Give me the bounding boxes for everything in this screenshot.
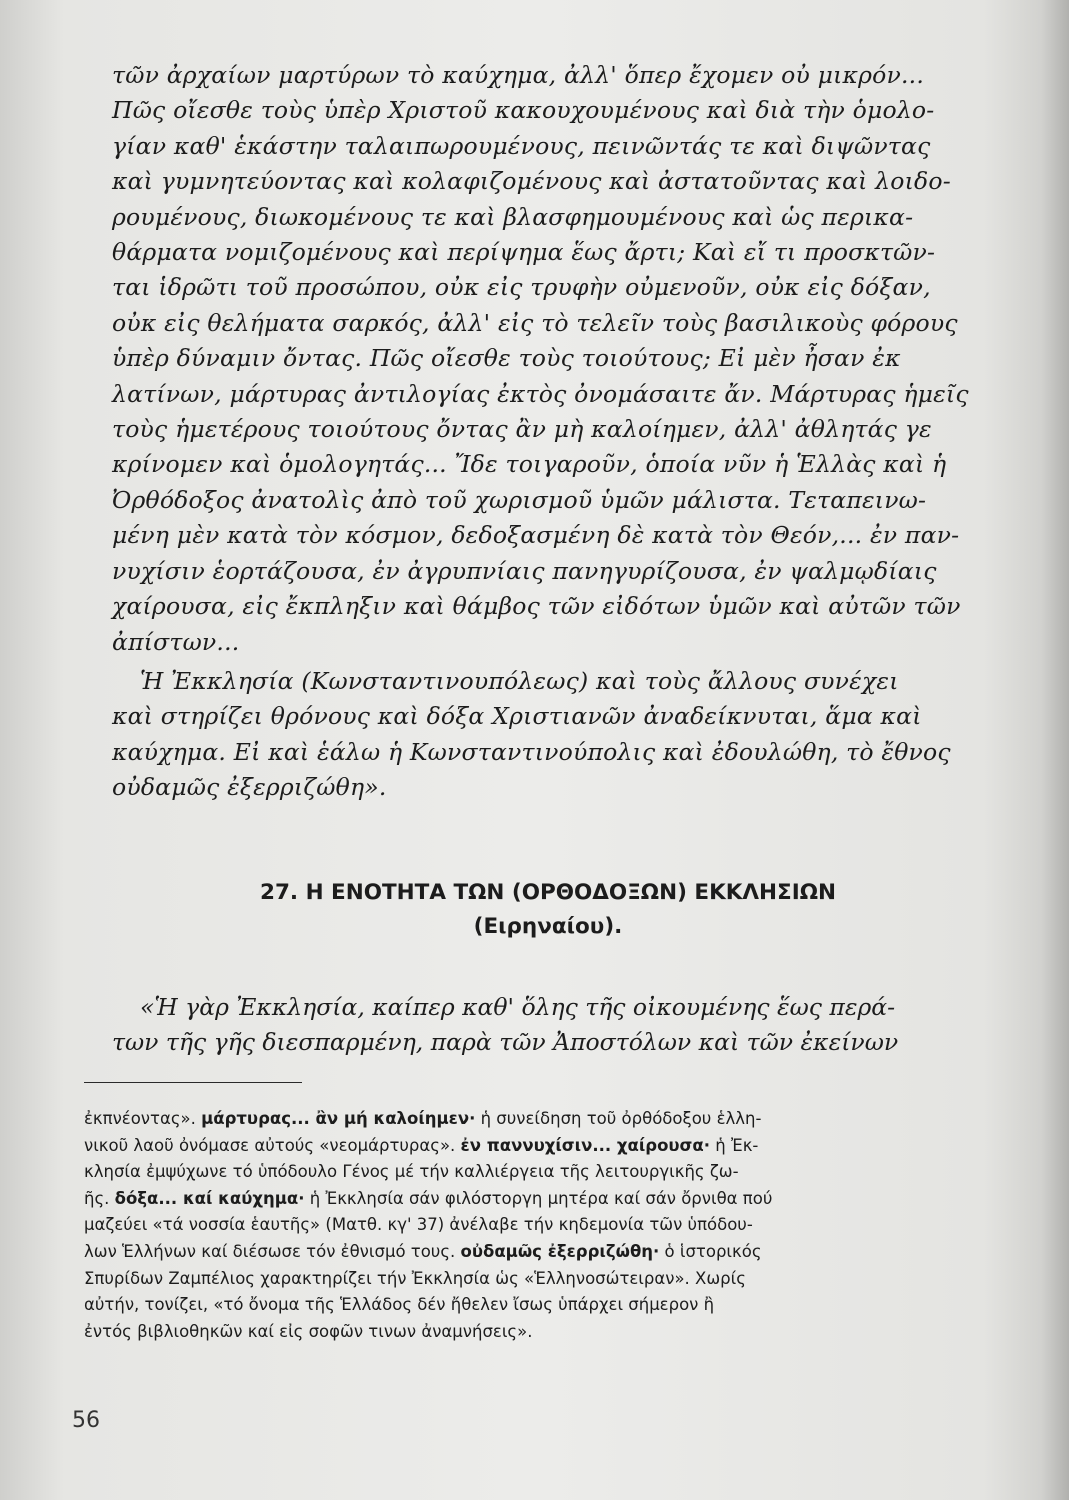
text-line: λατίνων, μάρτυρας ἀντιλογίας ἐκτὸς ὀνομάσαιτε ἄν. Μάρτυρας ἡμεῖς (112, 379, 969, 408)
text-line: Πῶς οἴεσθε τοὺς ὑπὲρ Χριστοῦ κακουχουμένους καὶ διὰ τὴν ὁμολο- (112, 96, 935, 125)
footnote-line: κλησία ἐμψύχωνε τό ὑπόδουλο Γένος μέ τήν καλλιέργεια τῆς λειτουργικῆς ζω- (84, 1162, 739, 1182)
text-line: χαίρουσα, εἰς ἔκπληξιν καὶ θάμβος τῶν εἰδότων ὑμῶν καὶ αὐτῶν τῶν (112, 592, 961, 621)
text-line: τοὺς ἡμετέρους τοιούτους ὄντας ἂν μὴ καλοίημεν, ἀλλ' ἀθλητάς γε (112, 415, 932, 444)
page-number: 56 (72, 1408, 100, 1433)
footnote-lemma: οὐδαμῶς ἐξερριζώθη· (460, 1241, 660, 1261)
footnote-text: ἡ συνείδηση τοῦ ὀρθόδοξου ἑλλη- (475, 1109, 762, 1128)
section-heading (112, 876, 984, 944)
footnote-line (84, 1106, 984, 1133)
footnote-lemma: δόξα... καί καύχημα· (114, 1188, 305, 1208)
footnote-text: νικοῦ λαοῦ ὀνόμασε αὐτούς «νεομάρτυρας». (84, 1135, 461, 1155)
main-text-block (112, 58, 984, 806)
footnote-lemma: μάρτυρας... ἂν μή καλοίημεν· (201, 1109, 476, 1128)
text-line: καύχημα. Εἰ καὶ ἑάλω ἡ Κωνσταντινούπολις καὶ ἐδουλώθη, τὸ ἔθνος (112, 737, 951, 766)
text-line: κρίνομεν καὶ ὁμολογητάς... Ἴδε τοιγαροῦν, ὁποία νῦν ἡ Ἑλλὰς καὶ ἡ (112, 450, 947, 479)
text-line: ὑπὲρ δύναμιν ὄντας. Πῶς οἴεσθε τοὺς τοιούτους; Εἰ μὲν ἦσαν ἐκ (112, 344, 901, 373)
footnote-text: ἐκπνέοντας». (84, 1109, 202, 1128)
footnote-line: Σπυρίδων Ζαμπέλιος χαρακτηρίζει τήν Ἐκκλησία ὡς «Ἑλληνοσώτειραν». Χωρίς (84, 1268, 746, 1288)
text-line: θάρματα νομιζομένους καὶ περίψημα ἕως ἄρτι; Καὶ εἴ τι προσκτῶν- (112, 238, 936, 267)
footnote-line (84, 1133, 984, 1160)
text-line: Ἡ Ἐκκλησία (Κωνσταντινουπόλεως) καὶ τοὺς ἄλλους συνέχει (140, 666, 899, 695)
section-subtitle: (Ειρηναίου). (473, 914, 623, 939)
footnote-block (84, 1106, 984, 1345)
footnote-text: ἡ Ἐκ- (710, 1135, 759, 1155)
text-line: των τῆς γῆς διεσπαρμένη, παρὰ τῶν Ἀποστόλων καὶ τῶν ἐκείνων (112, 1028, 899, 1057)
text-line: ρουμένους, διωκομένους τε καὶ βλασφημουμένους καὶ ὡς περικα- (112, 202, 914, 231)
text-line: Ὀρθόδοξος ἀνατολὶς ἀπὸ τοῦ χωρισμοῦ ὑμῶν μάλιστα. Τεταπεινω- (112, 485, 927, 514)
footnote-line (84, 1186, 984, 1213)
footnote-line (84, 1239, 984, 1266)
quote-text-block (112, 990, 984, 1061)
text-line: γίαν καθ' ἑκάστην ταλαιπωρουμένους, πεινῶντάς τε καὶ διψῶντας (112, 131, 931, 160)
footnote-line: ἐντός βιβλιοθηκῶν καί εἰς σοφῶν τινων ἀναμνήσεις». (84, 1321, 533, 1341)
footnote-line: μαζεύει «τά νοσσία ἑαυτῆς» (Ματθ. κγ' 37) ἀνέλαβε τήν κηδεμονία τῶν ὑπόδου- (84, 1215, 753, 1235)
footnote-text: ὁ ἱστορικός (659, 1241, 762, 1261)
text-line: καὶ στηρίζει θρόνους καὶ δόξα Χριστιανῶν ἀναδείκνυται, ἅμα καὶ (112, 702, 922, 731)
page-edge-shadow (1041, 0, 1069, 1500)
text-line: τῶν ἀρχαίων μαρτύρων τὸ καύχημα, ἀλλ' ὅπερ ἔχομεν οὐ μικρόν... (112, 61, 924, 89)
footnote-text: ἡ Ἐκκλησία σάν φιλόστοργη μητέρα καί σάν ὄρνιθα πού (304, 1188, 773, 1208)
text-line: ἀπίστων... (112, 627, 240, 656)
section-title: 27. Η ΕΝΟΤΗΤΑ ΤΩΝ (ΟΡΘΟΔΟΞΩΝ) ΕΚΚΛΗΣΙΩΝ (260, 880, 836, 905)
text-line: ται ἱδρῶτι τοῦ προσώπου, οὐκ εἰς τρυφὴν οὐμενοῦν, οὐκ εἰς δόξαν, (112, 273, 931, 302)
text-line: «Ἡ γὰρ Ἐκκλησία, καίπερ καθ' ὅλης τῆς οἰκουμένης ἕως περά- (140, 993, 896, 1021)
footnote-lemma: ἐν παννυχίσιν... χαίρουσα· (460, 1135, 711, 1155)
footnote-separator (84, 1082, 302, 1083)
text-line: οὐδαμῶς ἐξερριζώθη». (112, 773, 387, 802)
footnote-text: ῆς. (84, 1188, 115, 1208)
footnote-text: λων Ἑλλήνων καί διέσωσε τόν ἐθνισμό τους. (84, 1241, 461, 1261)
footnote-line: αὐτήν, τονίζει, «τό ὄνομα τῆς Ἑλλάδος δέν ἤθελεν ἴσως ὑπάρχει σήμερον ἢ (84, 1295, 715, 1315)
text-line: οὐκ εἰς θελήματα σαρκός, ἀλλ' εἰς τὸ τελεῖν τοὺς βασιλικοὺς φόρους (112, 308, 958, 337)
text-line: νυχίσιν ἑορτάζουσα, ἐν ἀγρυπνίαις πανηγυρίζουσα, ἐν ψαλμῳδίαις (112, 556, 937, 585)
text-line: μένη μὲν κατὰ τὸν κόσμον, δεδοξασμένη δὲ κατὰ τὸν Θεόν,... ἐν παν- (112, 521, 960, 550)
text-line: καὶ γυμνητεύοντας καὶ κολαφιζομένους καὶ ἀστατοῦντας καὶ λοιδο- (112, 167, 951, 196)
